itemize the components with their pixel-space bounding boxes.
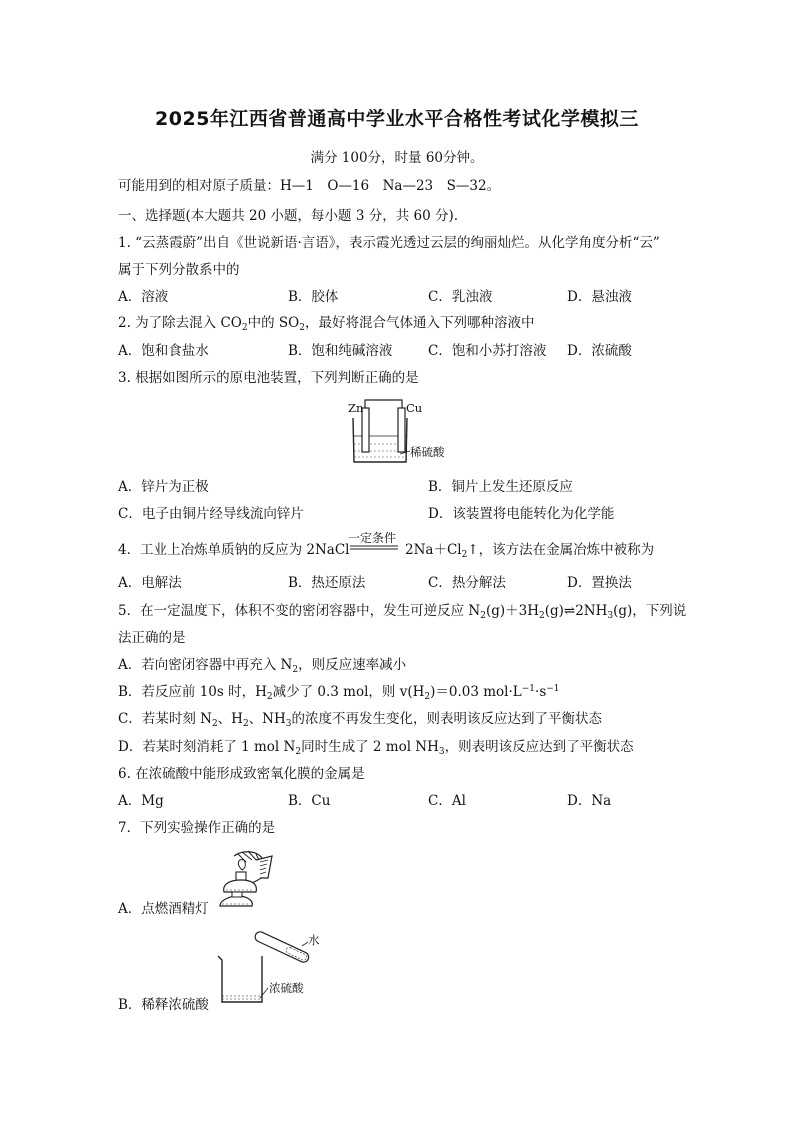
q5-option-a: A．若向密闭容器中再充入 $N_2$，则反应速率减小 [118, 657, 407, 675]
q4-option-d: D．置换法 [567, 575, 632, 591]
q5-option-b: B．若反应前 10s 时，$H_2$减少了 0.3 mol，则 $v(H_2)=0.03$ $mol\cdot L^{-1}\cdot s^{-1}$ [118, 684, 560, 702]
water-label: 水 [308, 933, 320, 947]
q6-stem: 6. 在浓硫酸中能形成致密氧化膜的金属是 [118, 766, 365, 782]
q6-option-a: A．Mg [118, 793, 164, 809]
q6-option-d: D．Na [567, 793, 612, 809]
q3-option-c: C．电子由铜片经导线流向锌片 [118, 506, 304, 522]
q2-option-d: D．浓硫酸 [567, 343, 632, 359]
q7-option-a: A．点燃酒精灯 [118, 901, 209, 917]
q1-option-b: B．胶体 [288, 289, 339, 305]
q2-stem: 2. 为了除去混入 $CO_2$中的 $SO_2$，最好将混合气体通入下列哪种溶液中 [118, 315, 535, 333]
q5-option-c: C．若某时刻 $N_2$、$H_2$、$NH_3$的浓度不再发生变化，则表明该反应达到了平衡状态 [118, 711, 603, 729]
q2-option-b: B．饱和纯碱溶液 [288, 343, 393, 359]
q4-option-c: C．热分解法 [428, 575, 506, 591]
concentrated-acid-label: 浓硫酸 [269, 981, 304, 995]
q2-option-c: C．饱和小苏打溶液 [428, 343, 547, 359]
q3-option-d: D．该装置将电能转化为化学能 [428, 506, 615, 522]
q1-option-d: D．悬浊液 [567, 289, 632, 305]
q3-option-a: A．锌片为正极 [118, 479, 209, 495]
reaction-equals-sign [350, 545, 400, 551]
atomic-masses: 可能用到的相对原子质量：H—1 O—16 Na—23 S—32。 [118, 178, 501, 194]
cu-label: Cu [406, 401, 423, 415]
diluting-acid-figure [216, 926, 326, 1004]
q4-option-b: B．热还原法 [288, 575, 366, 591]
q6-option-b: B．Cu [288, 793, 331, 809]
section-heading: 一、选择题(本大题共 20 小题，每小题 3 分，共 60 分). [118, 208, 459, 224]
q1-stem-line1: 1. “云蒸霞蔚”出自《世说新语·言语》，表示霞光透过云层的绚丽灿烂。从化学角度分析“云” [118, 235, 660, 251]
q1-option-c: C．乳浊液 [428, 289, 493, 305]
dilute-acid-label: 稀硫酸 [410, 445, 445, 459]
exam-info: 满分 100分，时量 60分钟。 [310, 150, 484, 166]
q4-stem-a: 4．工业上冶炼单质钠的反应为 2NaCl [118, 542, 350, 558]
q3-stem: 3. 根据如图所示的原电池装置，下列判断正确的是 [118, 370, 419, 386]
q4-stem-b: $2Na+Cl_2↑$，该方法在金属冶炼中被称为 [405, 542, 655, 560]
q1-option-a: A．溶液 [118, 289, 169, 305]
q5-stem-line2: 法正确的是 [118, 630, 186, 646]
q6-option-c: C．Al [428, 793, 466, 809]
galvanic-cell-figure [340, 396, 460, 468]
q1-stem-line2: 属于下列分散系中的 [118, 262, 240, 278]
page-title: 2025年江西省普通高中学业水平合格性考试化学模拟三 [155, 108, 639, 130]
q3-option-b: B．铜片上发生还原反应 [428, 479, 573, 495]
lighting-lamp-figure [216, 848, 278, 912]
q7-stem: 7．下列实验操作正确的是 [118, 820, 276, 836]
zn-label: Zn [348, 401, 364, 415]
q4-condition: 一定条件 [348, 531, 397, 545]
q2-option-a: A．饱和食盐水 [118, 343, 209, 359]
q5-option-d: D．若某时刻消耗了 1 mol $N_2$同时生成了 2 mol $NH_3$，则表明该反应达到了平衡状态 [118, 739, 634, 757]
q4-option-a: A．电解法 [118, 575, 182, 591]
q5-stem-line1: 5．在一定温度下，体积不变的密闭容器中，发生可逆反应 $N_2(g)+3H_2(g)\rightleftharpoons 2NH_3(g)$，下列说 [118, 603, 687, 621]
q7-option-b: B．稀释浓硫酸 [118, 997, 209, 1013]
